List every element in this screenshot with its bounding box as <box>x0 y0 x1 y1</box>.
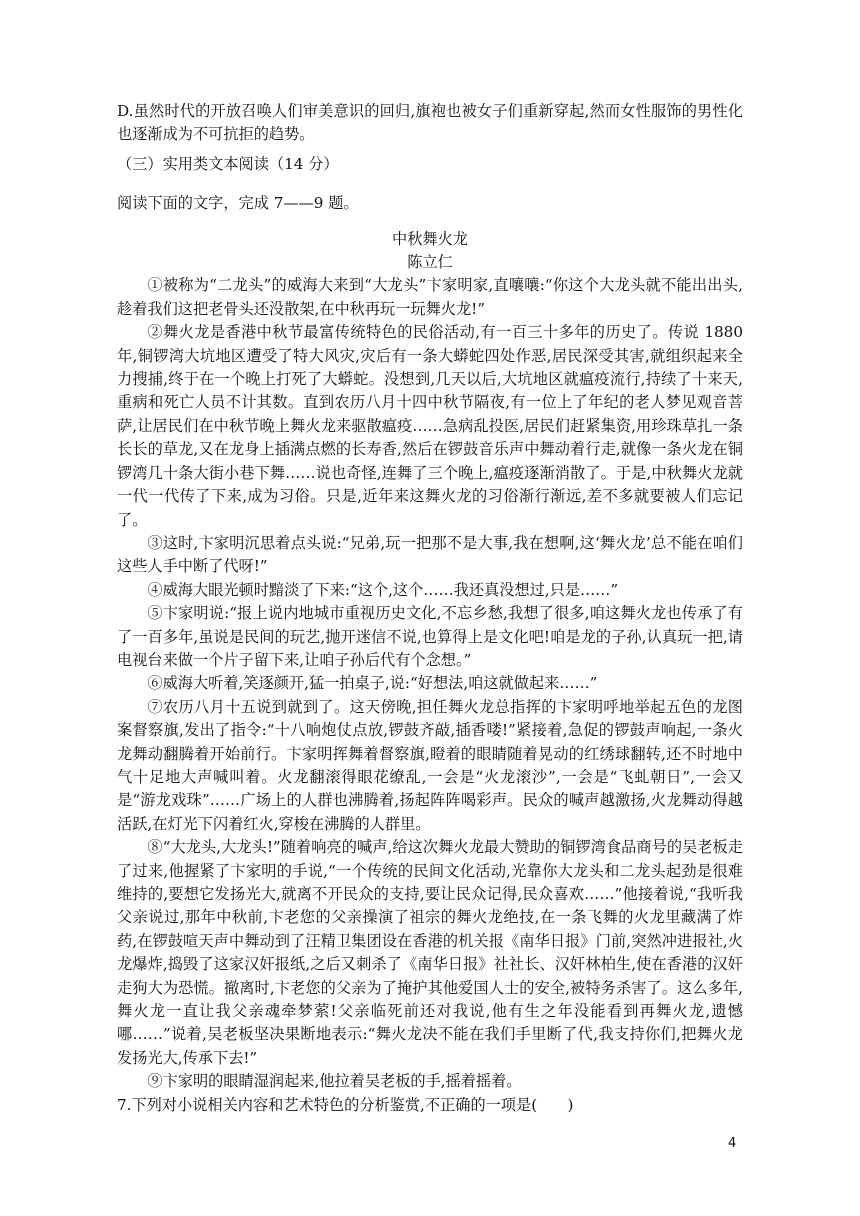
article-paragraph-1: ①被称为“二龙头”的威海大来到“大龙头”卞家明家,直嚷嚷:“你这个大龙头就不能出出头,趁着我们这把老骨头还没散架,在中秋再玩一玩舞火龙!” <box>117 276 743 318</box>
article-paragraph-8: ⑧“大龙头,大龙头!”随着响亮的喊声,给这次舞火龙最大赞助的铜锣湾食品商号的吴老板走了过来,他握紧了卞家明的手说,“一个传统的民间文化活动,光靠你大龙头和二龙头起劲是很难维持的,要想它发扬光大,就离不开民众的支持,要让民众记得,民众喜欢……”他接着说,“我听我父亲说过,那年中秋前,卞老您的父亲操演了祖宗的舞火龙绝技,在一条飞舞的火龙里藏满了炸药,在锣鼓喧天声中舞动到了汪精卫集团设在香港的机关报《南华日报》门前,突然冲进报社,火龙爆炸,捣毁了这家汉奸报纸,之后又刺杀了《南华日报》社社长、汉奸林柏生,使在香港的汉奸走狗大为恐慌。撤离时,卞老您的父亲为了掩护其他爱国人士的安全,被特务杀害了。这么多年,舞火龙一直让我父亲魂牵梦萦!父亲临死前还对我说,他有生之年没能看到再舞火龙,遗憾哪……”说着,吴老板坚决果断地表示:“舞火龙决不能在我们手里断了代,我支持你们,把舞火龙发扬光大,传承下去!” <box>117 838 743 1067</box>
article-paragraph-6: ⑥威海大听着,笑逐颜开,猛一拍桌子,说:“好想法,咱这就做起来……” <box>147 674 598 693</box>
article-paragraph-7: ⑦农历八月十五说到就到了。这天傍晚,担任舞火龙总指挥的卞家明呼地举起五色的龙图案督察旗,发出了指令:“十八响炮仗点放,锣鼓齐敲,插香喽!”紧接着,急促的锣鼓声响起,一条火龙舞动翻腾着开始前行。卞家明挥舞着督察旗,瞪着的眼睛随着晃动的红绣球翻转,还不时地中气十足地大声喊叫着。火龙翻滚得眼花缭乱,一会是“火龙滚沙”,一会是“飞虬朝日”,一会又是“游龙戏珠”……广场上的人群也沸腾着,扬起阵阵喝彩声。民众的喊声越激扬,火龙舞动得越活跃,在灯光下闪着红火,穿梭在沸腾的人群里。 <box>117 697 743 833</box>
reading-instruction: 阅读下面的文字，完成 7——9 题。 <box>117 194 359 213</box>
article-author: 陈立仁 <box>407 253 453 272</box>
article-paragraph-3: ③这时,卞家明沉思着点头说:“兄弟,玩一把那不是大事,我在想啊,这‘舞火龙’总不能在咱们这些人手中断了代呀!” <box>117 533 743 576</box>
question-7: 7.下列对小说相关内容和艺术特色的分析鉴赏,不正确的一项是( ) <box>117 1095 574 1114</box>
section-heading: （三）实用类文本阅读（14 分） <box>117 154 339 173</box>
page-content <box>117 100 743 1117</box>
page-number: 4 <box>728 1136 737 1151</box>
article-title: 中秋舞火龙 <box>392 229 468 248</box>
option-d: D.虽然时代的开放召唤人们审美意识的回归,旗袍也被女子们重新穿起,然而女性服饰的男性化也逐渐成为不可抗拒的趋势。 <box>117 102 743 144</box>
article-paragraph-4: ④威海大眼光顿时黯淡了下来:“这个,这个……我还真没想过,只是……” <box>147 580 619 599</box>
article-paragraph-9: ⑨卞家明的眼睛湿润起来,他拉着吴老板的手,摇着摇着。 <box>147 1072 522 1091</box>
article-paragraph-5: ⑤卞家明说:“报上说内地城市重视历史文化,不忘乡愁,我想了很多,咱这舞火龙也传承了有了一百多年,虽说是民间的玩艺,抛开迷信不说,也算得上是文化吧!咱是龙的子孙,认真玩一把,请电视台来做一个片子留下来,让咱子孙后代有个念想。” <box>117 604 743 669</box>
article-paragraph-2: ②舞火龙是香港中秋节最富传统特色的民俗活动,有一百三十多年的历史了。传说 1880年,铜锣湾大坑地区遭受了特大风灾,灾后有一条大蟒蛇四处作恶,居民深受其害,就组织起来全力搜捕,终于在一个晚上打死了大蟒蛇。没想到,几天以后,大坑地区就瘟疫流行,持续了十来天,重病和死亡人员不计其数。直到农历八月十四中秋节隔夜,有一位上了年纪的老人梦见观音菩萨,让居民们在中秋节晚上舞火龙来驱散瘟疫……急病乱投医,居民们赶紧集资,用珍珠草扎一条长长的草龙,又在龙身上插满点燃的长寿香,然后在锣鼓音乐声中舞动着行走,就像一条火龙在铜锣湾几十条大街小巷下舞……说也奇怪,连舞了三个晚上,瘟疫逐渐消散了。于是,中秋舞火龙就一代一代传了下来,成为习俗。只是,近年来这舞火龙的习俗渐行渐远,差不多就要被人们忘记了。 <box>117 323 743 529</box>
